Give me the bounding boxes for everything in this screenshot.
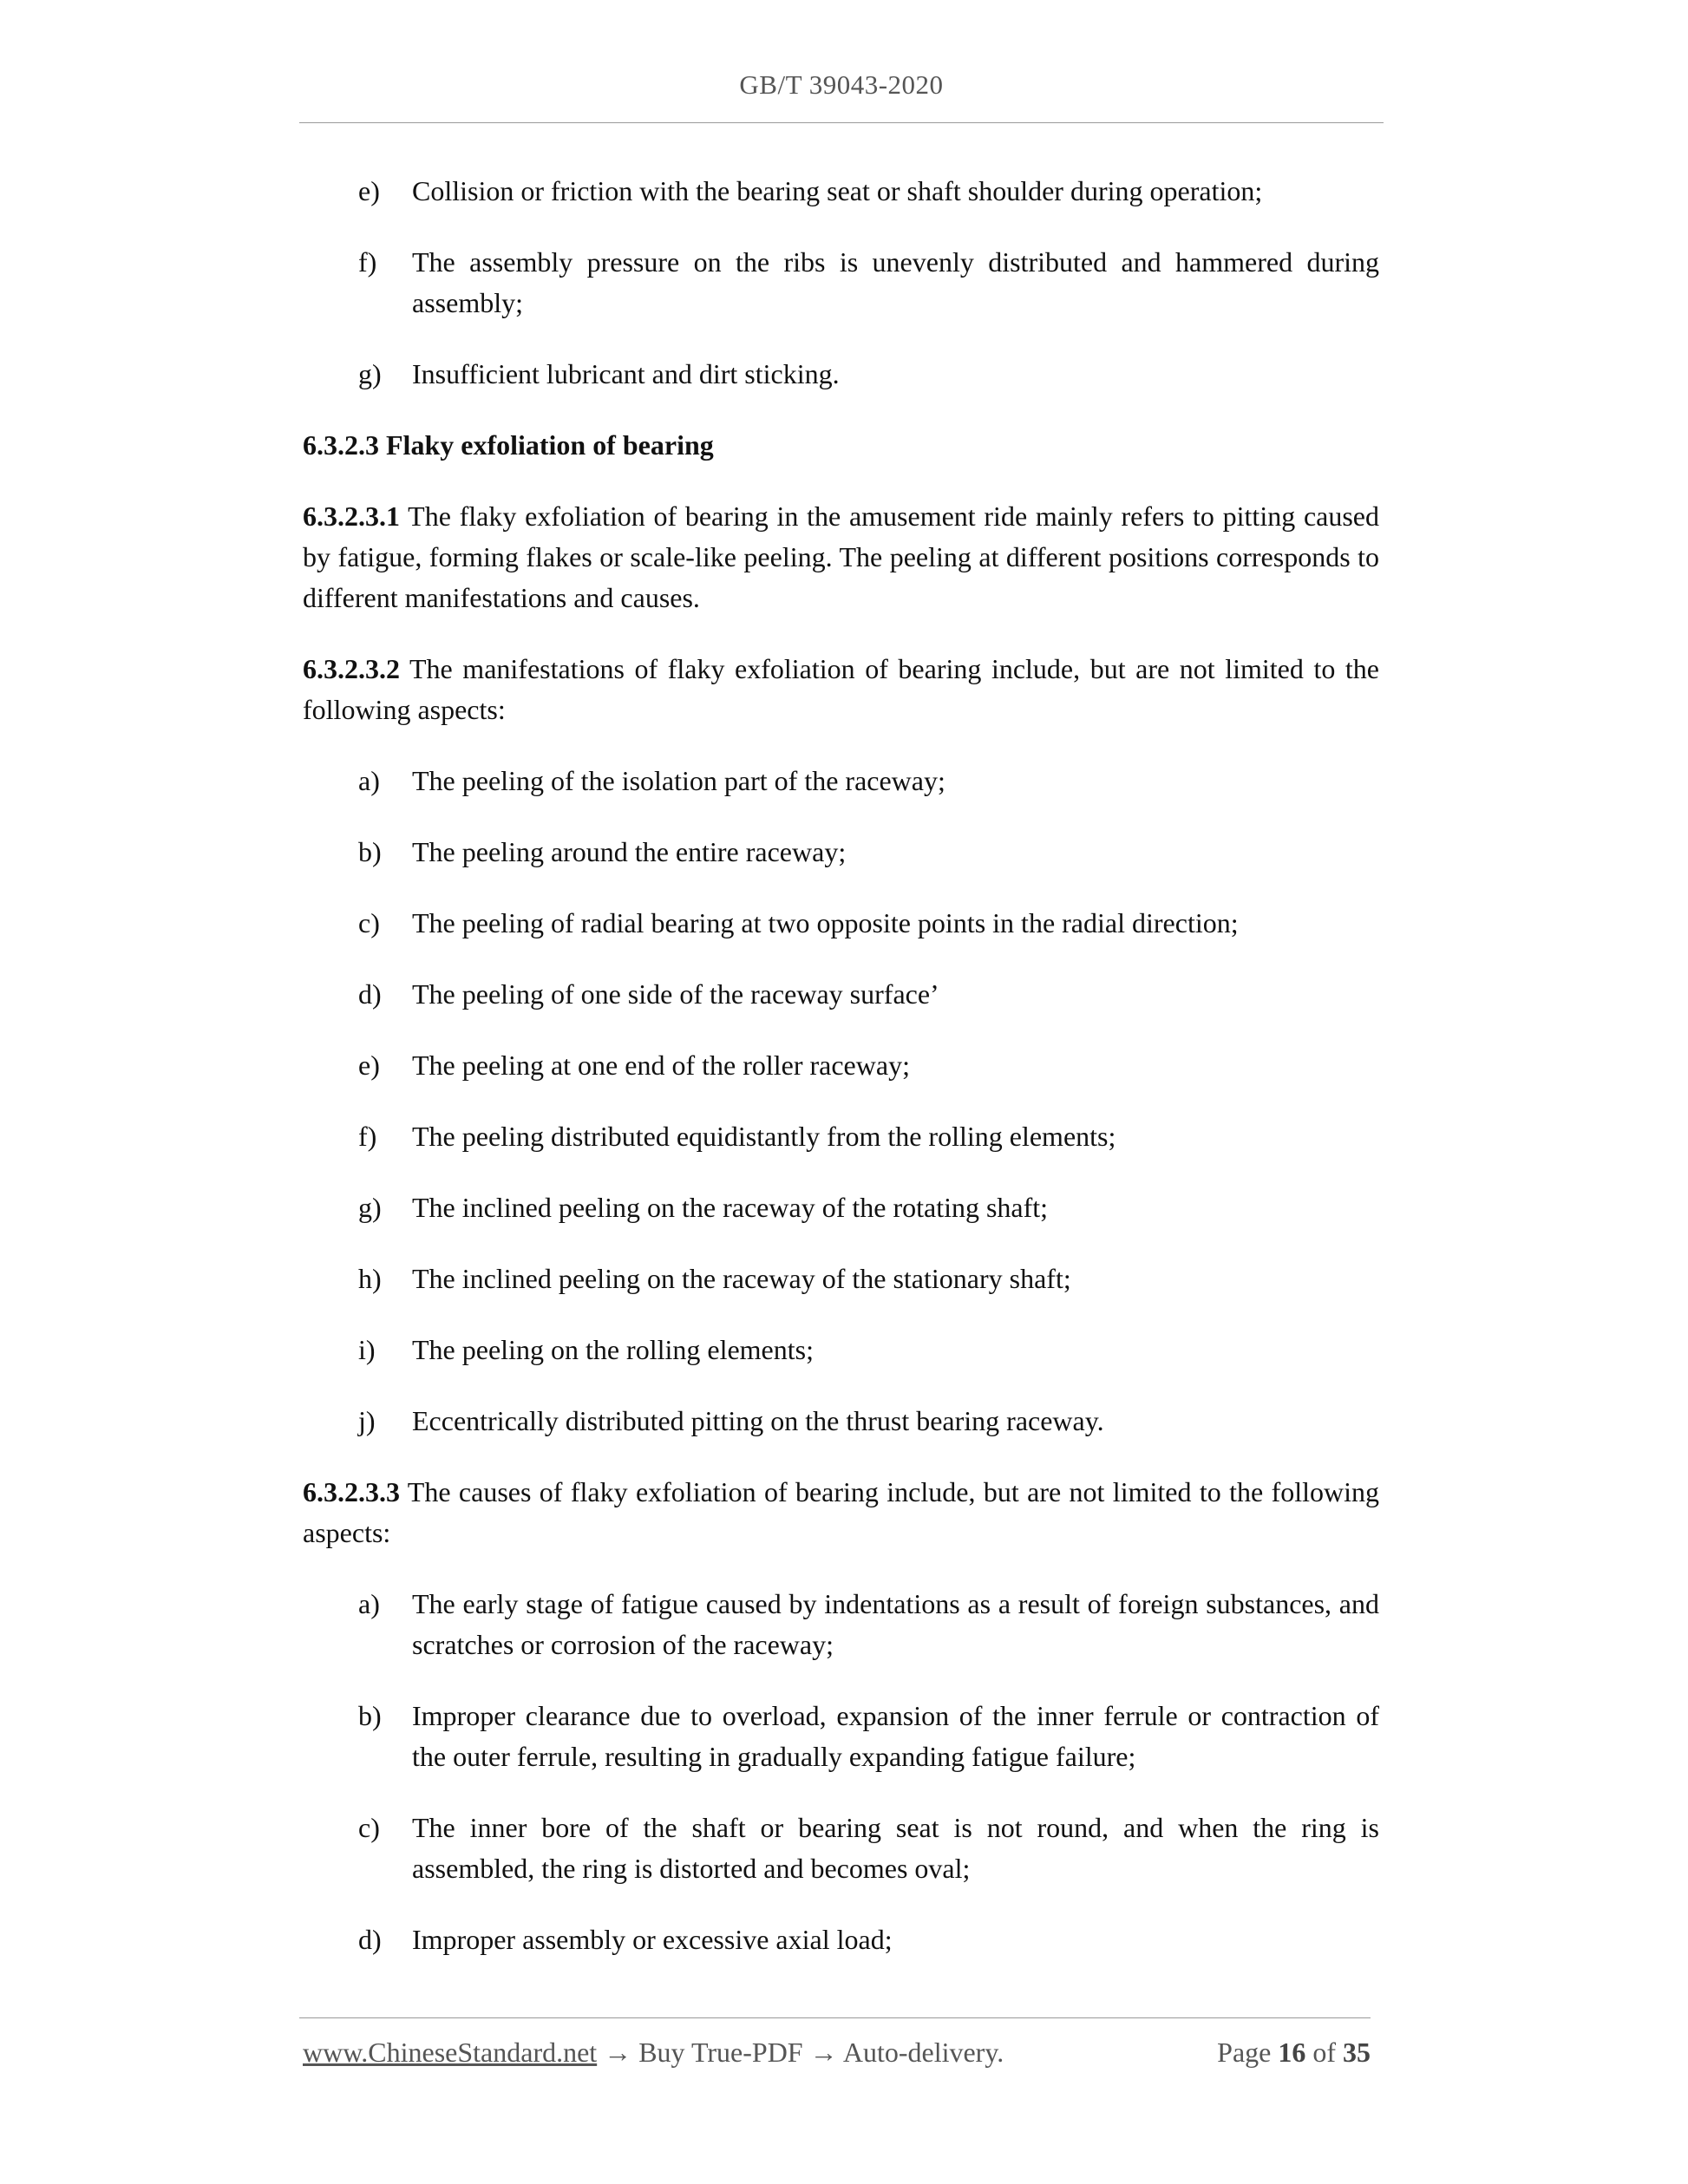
paragraph-6-3-2-3-1 — [303, 496, 1379, 618]
list-item — [303, 1330, 1379, 1370]
list-item-label: j) — [358, 1405, 376, 1436]
footer-promo — [303, 2037, 1004, 2069]
list-item-text: Eccentrically distributed pitting on the thrust bearing raceway. — [412, 1405, 1104, 1436]
list-item — [303, 1259, 1379, 1299]
list-item-label: f) — [358, 1121, 377, 1152]
footer-divider — [299, 2017, 1371, 2018]
list-item-label: a) — [358, 765, 380, 796]
list-item-text: The peeling around the entire raceway; — [412, 836, 847, 867]
list-top — [303, 171, 1379, 395]
list-item-label: b) — [358, 1700, 382, 1731]
list-item-label: f) — [358, 246, 377, 278]
list-item — [303, 1401, 1379, 1442]
page-footer — [303, 2037, 1371, 2069]
list-item-label: d) — [358, 1924, 382, 1955]
list-item-label: a) — [358, 1588, 380, 1619]
list-item — [303, 1919, 1379, 1960]
list-item-label: g) — [358, 1192, 382, 1223]
list-item — [303, 242, 1379, 324]
list-item — [303, 1584, 1379, 1665]
list-item-label: e) — [358, 1049, 380, 1081]
section-heading: 6.3.2.3 Flaky exfoliation of bearing — [303, 429, 714, 461]
paragraph-text: The flaky exfoliation of bearing in the amusement ride mainly refers to pitting caused by fatigue, forming flakes or scale-like peeling. The peeling at different positions corresponds to different manifestations and causes. — [303, 500, 1379, 613]
header-divider — [299, 122, 1384, 123]
list-item — [303, 1116, 1379, 1157]
paragraph-text: The manifestations of flaky exfoliation of bearing include, but are not limited to the following aspects: — [303, 653, 1379, 725]
list-item-text: The peeling on the rolling elements; — [412, 1334, 814, 1365]
list-item-label: i) — [358, 1334, 376, 1365]
clause-number: 6.3.2.3.2 — [303, 653, 400, 684]
list-item — [303, 903, 1379, 944]
list-item-label: e) — [358, 175, 380, 206]
list-item-label: h) — [358, 1263, 382, 1294]
document-header-id: GB/T 39043-2020 — [739, 69, 944, 100]
clause-number: 6.3.2.3.3 — [303, 1476, 400, 1507]
document-body — [303, 171, 1379, 1991]
page-word: Page — [1217, 2037, 1279, 2068]
list-item-text: The peeling of one side of the raceway surface’ — [412, 978, 939, 1010]
list-item-text: Improper clearance due to overload, expansion of the inner ferrule or contraction of the outer ferrule, resulting in gradually expanding fatigue failure; — [412, 1700, 1379, 1772]
paragraph-text: The causes of flaky exfoliation of bearing include, but are not limited to the following aspects: — [303, 1476, 1379, 1548]
list-item — [303, 1696, 1379, 1777]
page-of-word: of — [1305, 2037, 1343, 2068]
list-item — [303, 354, 1379, 395]
list-item-text: The inclined peeling on the raceway of the stationary shaft; — [412, 1263, 1071, 1294]
list-item-label: b) — [358, 836, 382, 867]
list-item-text: Insufficient lubricant and dirt sticking. — [412, 358, 840, 389]
list-item-label: c) — [358, 1812, 380, 1843]
list-item-label: c) — [358, 907, 380, 938]
list-item-text: Collision or friction with the bearing seat or shaft shoulder during operation; — [412, 175, 1263, 206]
list-item-label: g) — [358, 358, 382, 389]
list-item-text: The peeling of radial bearing at two opposite points in the radial direction; — [412, 907, 1239, 938]
website-link[interactable]: www.ChineseStandard.net — [303, 2037, 598, 2068]
list-item-label: d) — [358, 978, 382, 1010]
list-item-text: The assembly pressure on the ribs is unevenly distributed and hammered during assembly; — [412, 246, 1379, 318]
current-page: 16 — [1278, 2037, 1306, 2068]
list-item-text: The peeling at one end of the roller raceway; — [412, 1049, 910, 1081]
paragraph-6-3-2-3-2 — [303, 649, 1379, 730]
causes-list — [303, 1584, 1379, 1960]
list-item-text: The peeling of the isolation part of the raceway; — [412, 765, 945, 796]
list-item-text: The inner bore of the shaft or bearing seat is not round, and when the ring is assembled, the ring is distorted and becomes oval; — [412, 1812, 1379, 1884]
list-item-text: The peeling distributed equidistantly from the rolling elements; — [412, 1121, 1116, 1152]
page-number — [1217, 2037, 1371, 2069]
list-item — [303, 1808, 1379, 1889]
list-item — [303, 761, 1379, 801]
list-item — [303, 1187, 1379, 1228]
list-item — [303, 832, 1379, 873]
list-item — [303, 171, 1379, 212]
clause-number: 6.3.2.3.1 — [303, 500, 400, 532]
list-item — [303, 974, 1379, 1015]
paragraph-6-3-2-3-3 — [303, 1472, 1379, 1553]
total-pages: 35 — [1343, 2037, 1371, 2068]
list-item-text: The early stage of fatigue caused by indentations as a result of foreign substances, and scratches or corrosion of the raceway; — [412, 1588, 1379, 1660]
manifestations-list — [303, 761, 1379, 1442]
footer-promo-text: → Buy True-PDF → Auto-delivery. — [597, 2037, 1004, 2068]
list-item-text: Improper assembly or excessive axial load; — [412, 1924, 893, 1955]
list-item-text: The inclined peeling on the raceway of the rotating shaft; — [412, 1192, 1049, 1223]
list-item — [303, 1045, 1379, 1086]
